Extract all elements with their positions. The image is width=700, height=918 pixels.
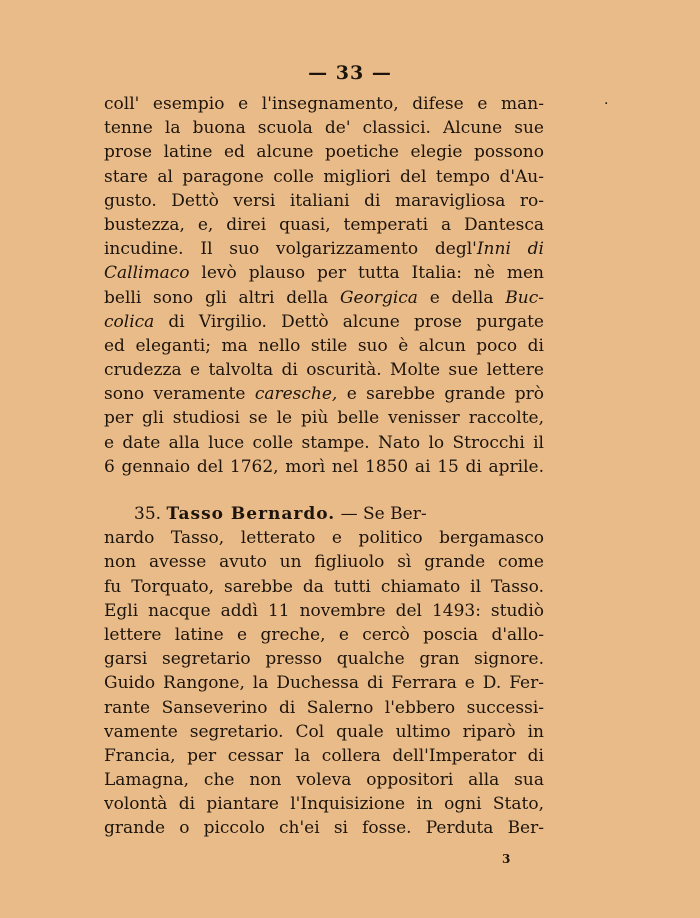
text-line: Egli nacque addì 11 novembre del 1493: studiò	[104, 600, 544, 621]
text-line: Guido Rangone, la Duchessa di Ferrara e D. Fer-	[104, 673, 544, 694]
text-line: 6 gennaio del 1762, morì nel 1850 ai 15 di aprile.	[104, 456, 544, 477]
stray-mark: ·	[604, 96, 609, 112]
text-line: prose latine ed alcune poetiche elegie possono	[104, 142, 544, 163]
text-line: belli sono gli altri della Georgica e della Buc-	[104, 287, 544, 308]
printer-signature-mark: 3	[502, 852, 511, 866]
page-number: — 33 —	[308, 62, 392, 84]
entry-first-line	[104, 502, 544, 526]
text-line: garsi segretario presso qualche gran signore.	[104, 649, 544, 670]
text-line: Francia, per cessar la collera dell'Imperator di	[104, 745, 544, 766]
entry-heading: Tasso Bernardo.	[166, 504, 336, 524]
text-line: vamente segretario. Col quale ultimo riparò in	[104, 721, 544, 742]
entry-first-line-rest: — Se Ber-	[340, 504, 427, 524]
paragraph-strocchi	[104, 92, 544, 479]
text-line: nardo Tasso, letterato e politico bergamasco	[104, 528, 544, 549]
text-line: sono veramente caresche, e sarebbe grande prò	[104, 384, 544, 405]
text-line: incudine. Il suo volgarizzamento degl'Inni di	[104, 239, 544, 260]
text-line: volontà di piantare l'Inquisizione in ogni Stato,	[104, 794, 544, 815]
entry-number: 35.	[134, 504, 162, 524]
text-line: fu Torquato, sarebbe da tutti chiamato il Tasso.	[104, 576, 544, 597]
text-line: gusto. Dettò versi italiani di maravigliosa ro-	[104, 190, 544, 211]
text-line: per gli studiosi se le più belle venisser raccolte,	[104, 408, 544, 429]
text-line: Callimaco levò plauso per tutta Italia: nè men	[104, 263, 544, 284]
text-line: rante Sanseverino di Salerno l'ebbero successi-	[104, 697, 544, 718]
text-line: stare al paragone colle migliori del tempo d'Au-	[104, 166, 544, 187]
text-line: grande o piccolo ch'ei si fosse. Perduta Ber-	[104, 818, 544, 839]
text-line: colica di Virgilio. Dettò alcune prose purgate	[104, 311, 544, 332]
text-line: non avesse avuto un figliuolo sì grande come	[104, 552, 544, 573]
text-line: tenne la buona scuola de' classici. Alcune sue	[104, 118, 544, 139]
text-line: coll' esempio e l'insegnamento, difese e man-	[104, 94, 544, 114]
text-line: lettere latine e greche, e cercò poscia d'allo-	[104, 624, 544, 645]
text-line: ed eleganti; ma nello stile suo è alcun poco di	[104, 335, 544, 356]
text-line: bustezza, e, direi quasi, temperati a Dantesca	[104, 214, 544, 235]
paragraph-tasso-bernardo	[104, 502, 544, 841]
text-line: crudezza e talvolta di oscurità. Molte sue lettere	[104, 360, 544, 381]
text-line: e date alla luce colle stampe. Nato lo Strocchi il	[104, 432, 544, 453]
text-line: Lamagna, che non voleva oppositori alla sua	[104, 770, 544, 791]
